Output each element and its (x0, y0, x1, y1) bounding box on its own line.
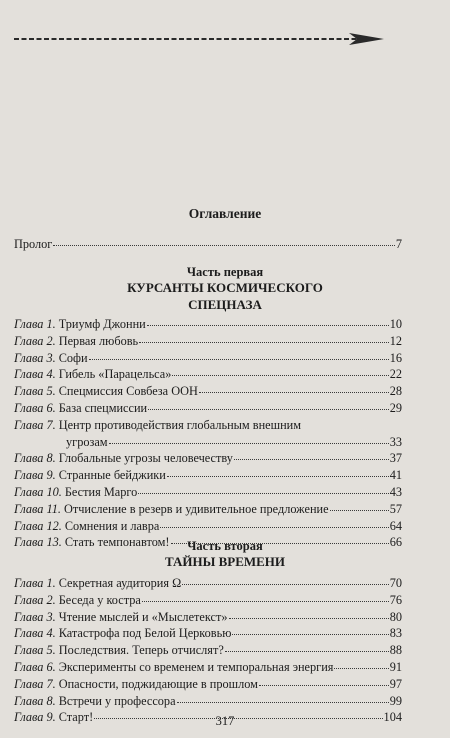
chapter-number: Глава 7. (14, 417, 56, 432)
chapter-number: Глава 1. (14, 317, 56, 331)
part-1-title-line-1: КУРСАНТЫ КОСМИЧЕСКОГО (127, 280, 323, 295)
toc-entry (14, 333, 402, 350)
dot-leader (234, 449, 389, 460)
chapter-page: 41 (389, 468, 402, 483)
chapter-page: 12 (389, 333, 402, 348)
chapter-page: 99 (389, 693, 402, 708)
prologue-page: 7 (395, 237, 402, 251)
toc-entry (14, 484, 402, 501)
chapter-title-continued: угрозам (66, 434, 108, 449)
chapter-number: Глава 4. (14, 367, 56, 382)
toc-entry (14, 417, 402, 451)
chapter-number: Глава 10. (14, 484, 62, 499)
chapter-page: 37 (389, 451, 402, 466)
chapter-title: Гибель «Парацельса» (58, 367, 172, 382)
dot-leader (259, 675, 389, 686)
toc-entry (14, 693, 402, 710)
toc-entry (14, 659, 402, 676)
part-2-title-line-1: ТАЙНЫ ВРЕМЕНИ (164, 554, 286, 569)
toc-entry (14, 366, 402, 383)
chapter-number: Глава 5. (14, 643, 56, 658)
toc-entry (14, 450, 402, 467)
chapter-number: Глава 12. (14, 518, 62, 533)
toc-entry (14, 400, 402, 417)
chapter-title: Беседа у костра (58, 592, 141, 607)
chapter-number: Глава 9. (14, 468, 56, 483)
dot-leader (172, 365, 388, 376)
chapter-title: Центр противодействия глобальным внешним (58, 417, 302, 432)
toc-entry (14, 575, 402, 592)
chapter-title: Софи (58, 350, 88, 365)
toc-entry (14, 383, 402, 400)
part-2-chapter-list (14, 575, 402, 726)
chapter-page: 91 (389, 659, 402, 674)
chapter-number: Глава 5. (14, 384, 56, 399)
chapter-number: Глава 1. (14, 576, 56, 590)
chapter-page: 33 (389, 434, 402, 449)
toc-entry (14, 501, 402, 518)
chapter-page: 70 (389, 576, 402, 590)
toc-entry (14, 467, 402, 484)
prologue-title: Пролог (14, 237, 53, 251)
chapter-number: Глава 13. (14, 535, 62, 550)
chapter-number: Глава 4. (14, 626, 56, 641)
chapter-title: Первая любовь (58, 333, 139, 348)
chapter-number: Глава 6. (14, 400, 56, 415)
dot-leader (139, 332, 389, 343)
chapter-number: Глава 8. (14, 451, 56, 466)
dot-leader (225, 641, 389, 652)
chapter-title: Чтение мыслей и «Мыслетекст» (58, 609, 228, 624)
toc-entry (14, 518, 402, 535)
chapter-title: Бестия Марго (64, 484, 138, 499)
chapter-title: База спецмиссии (58, 400, 148, 415)
dot-leader (53, 235, 395, 246)
dot-leader (182, 574, 388, 585)
dot-leader (232, 624, 388, 635)
toc-entry (14, 625, 402, 642)
chapter-title: Глобальные угрозы человечеству (58, 451, 233, 466)
dot-leader (334, 658, 388, 669)
dot-leader (177, 692, 389, 703)
chapter-title: Катастрофа под Белой Церковью (58, 626, 232, 641)
chapter-title: Сомнения и лавра (64, 518, 160, 533)
dot-leader (160, 517, 388, 528)
toc-entry (14, 676, 402, 693)
toc-entry (14, 350, 402, 367)
toc-entry (14, 592, 402, 609)
chapter-page: 29 (389, 400, 402, 415)
chapter-number: Глава 9. (14, 710, 56, 725)
chapter-number: Глава 3. (14, 609, 56, 624)
chapter-number: Глава 7. (14, 676, 56, 691)
toc-entry (14, 642, 402, 659)
chapter-page: 66 (389, 535, 402, 550)
chapter-page: 83 (389, 626, 402, 641)
chapter-title: Отчисление в резерв и удивительное предложение (63, 501, 329, 516)
dot-leader (109, 433, 389, 444)
chapter-page: 28 (389, 384, 402, 399)
chapter-title: Спецмиссия Совбеза ООН (58, 384, 198, 399)
chapter-page: 80 (389, 609, 402, 624)
dot-leader (229, 608, 389, 619)
decorative-header-rule (14, 28, 384, 50)
chapter-title: Эксперименты со временем и темпоральная энергия (58, 659, 334, 674)
chapter-title: Старт! (58, 710, 94, 725)
chapter-title: Последствия. Теперь отчислят? (58, 643, 224, 658)
chapter-page: 97 (389, 676, 402, 691)
prologue-entry (14, 236, 402, 253)
part-1-chapter-list (14, 316, 402, 551)
chapter-title: Опасности, поджидающие в прошлом (58, 676, 258, 691)
chapter-page: 64 (389, 518, 402, 533)
chapter-number: Глава 2. (14, 333, 56, 348)
part-2-label: Часть вторая (187, 539, 263, 553)
toc-entry (14, 609, 402, 626)
chapter-page: 16 (389, 350, 402, 365)
chapter-page: 43 (389, 484, 402, 499)
chapter-number: Глава 6. (14, 659, 56, 674)
chapter-page: 76 (389, 592, 402, 607)
chapter-page: 88 (389, 643, 402, 658)
dot-leader (147, 315, 389, 326)
toc-heading: Оглавление (188, 206, 262, 221)
chapter-title: Секретная аудитория Ω (58, 576, 182, 590)
toc-entry (14, 316, 402, 333)
chapter-number: Глава 2. (14, 592, 56, 607)
dot-leader (89, 349, 389, 360)
chapter-title: Встречи у профессора (58, 693, 176, 708)
chapter-number: Глава 8. (14, 693, 56, 708)
chapter-page: 104 (383, 710, 402, 725)
dot-leader (167, 466, 389, 477)
chapter-number: Глава 3. (14, 350, 56, 365)
dot-leader (330, 500, 389, 511)
chapter-title: Триумф Джонни (58, 317, 146, 331)
dot-leader (142, 591, 389, 602)
chapter-page: 57 (389, 501, 402, 516)
part-1-title-line-2: СПЕЦНАЗА (188, 297, 262, 312)
chapter-title: Странные бейджики (58, 468, 166, 483)
dot-leader (148, 399, 389, 410)
dot-leader (199, 382, 389, 393)
chapter-number: Глава 11. (14, 501, 61, 516)
page-number: 317 (215, 714, 235, 728)
chapter-page: 10 (389, 317, 402, 331)
chapter-page: 22 (389, 367, 402, 382)
part-1-label: Часть первая (186, 265, 264, 279)
dot-leader (138, 483, 388, 494)
chapter-title: Стать темпонавтом! (64, 535, 170, 550)
